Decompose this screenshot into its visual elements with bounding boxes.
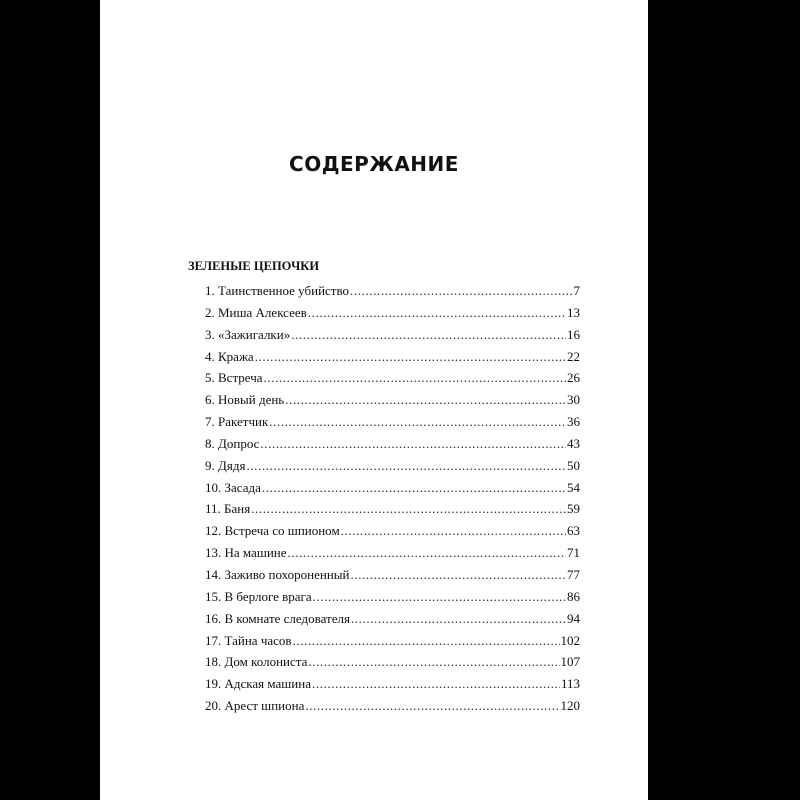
dot-leader (308, 654, 559, 670)
toc-entry (205, 589, 580, 611)
dot-leader (285, 392, 566, 408)
toc-entry-page-number: 26 (567, 370, 580, 386)
toc-entry (205, 327, 580, 349)
toc-entry-label: 18. Дом колониста (205, 654, 308, 670)
toc-entry-page-number: 54 (567, 479, 580, 495)
page-title: СОДЕРЖАНИЕ (289, 152, 459, 176)
toc-entry-page-number: 30 (567, 392, 580, 408)
toc-entry-label: 14. Заживо похороненный (205, 566, 350, 582)
toc-entry-page-number: 50 (567, 457, 580, 473)
book-page (100, 0, 648, 800)
toc-entry (205, 283, 580, 305)
toc-entry-label: 3. «Зажигалки» (205, 326, 291, 342)
dot-leader (255, 349, 566, 365)
toc-entry-label: 9. Дядя (205, 457, 246, 473)
toc-entry (205, 349, 580, 371)
dot-leader (293, 633, 560, 649)
toc-entry-label: 16. В комнате следователя (205, 610, 350, 626)
toc-entry-page-number: 63 (567, 523, 580, 539)
dot-leader (351, 567, 567, 583)
toc-entry-page-number: 22 (567, 348, 580, 364)
toc-entry-page-number: 36 (567, 414, 580, 430)
toc-entry-list (205, 283, 580, 720)
toc-entry-label: 6. Новый день (205, 392, 285, 408)
toc-entry-label: 5. Встреча (205, 370, 263, 386)
toc-entry-page-number: 107 (560, 654, 580, 670)
dot-leader (291, 327, 566, 343)
toc-entry-page-number: 94 (567, 610, 580, 626)
dot-leader (246, 458, 566, 474)
toc-entry (205, 436, 580, 458)
toc-entry (205, 654, 580, 676)
toc-entry-label: 17. Тайна часов (205, 632, 292, 648)
toc-entry (205, 501, 580, 523)
toc-entry-label: 12. Встреча со шпионом (205, 523, 340, 539)
toc-entry (205, 305, 580, 327)
dot-leader (308, 305, 566, 321)
toc-entry-page-number: 13 (567, 304, 580, 320)
toc-entry (205, 611, 580, 633)
dot-leader (264, 370, 566, 386)
toc-entry-label: 7. Ракетчик (205, 414, 269, 430)
toc-entry-label: 20. Арест шпиона (205, 698, 305, 714)
toc-entry-page-number: 77 (567, 566, 580, 582)
toc-entry (205, 458, 580, 480)
toc-entry-label: 11. Баня (205, 501, 251, 517)
dot-leader (251, 501, 566, 517)
toc-entry (205, 698, 580, 720)
toc-entry-page-number: 120 (560, 698, 580, 714)
toc-entry-page-number: 102 (560, 632, 580, 648)
toc-entry-page-number: 86 (567, 588, 580, 604)
right-border (648, 0, 800, 800)
toc-entry-label: 10. Засада (205, 479, 261, 495)
toc-entry (205, 480, 580, 502)
toc-entry-page-number: 59 (567, 501, 580, 517)
toc-entry (205, 567, 580, 589)
toc-entry-page-number: 113 (560, 676, 580, 692)
toc-entry-page-number: 43 (567, 435, 580, 451)
toc-entry-label: 13. На машине (205, 545, 287, 561)
toc-entry (205, 523, 580, 545)
dot-leader (260, 436, 566, 452)
toc-entry-label: 2. Миша Алексеев (205, 304, 307, 320)
toc-entry (205, 392, 580, 414)
toc-entry (205, 414, 580, 436)
dot-leader (262, 480, 566, 496)
toc-entry (205, 370, 580, 392)
toc-entry (205, 633, 580, 655)
section-title: ЗЕЛЕНЫЕ ЦЕПОЧКИ (188, 259, 320, 273)
dot-leader (351, 611, 566, 627)
dot-leader (269, 414, 566, 430)
toc-entry-page-number: 16 (567, 326, 580, 342)
toc-entry-page-number: 7 (573, 283, 580, 298)
dot-leader (312, 676, 560, 692)
toc-entry (205, 676, 580, 698)
dot-leader (350, 283, 572, 299)
toc-entry-label: 15. В берлоге врага (205, 588, 312, 604)
dot-leader (313, 589, 566, 605)
dot-leader (288, 545, 566, 561)
dot-leader (341, 523, 566, 539)
toc-entry-label: 4. Кража (205, 348, 254, 364)
toc-entry-label: 19. Адская машина (205, 676, 311, 692)
toc-entry-page-number: 71 (567, 545, 580, 561)
toc-entry-label: 1. Таинственное убийство (205, 283, 350, 298)
left-border (0, 0, 100, 800)
dot-leader (305, 698, 559, 714)
toc-entry (205, 545, 580, 567)
toc-entry-label: 8. Допрос (205, 435, 260, 451)
